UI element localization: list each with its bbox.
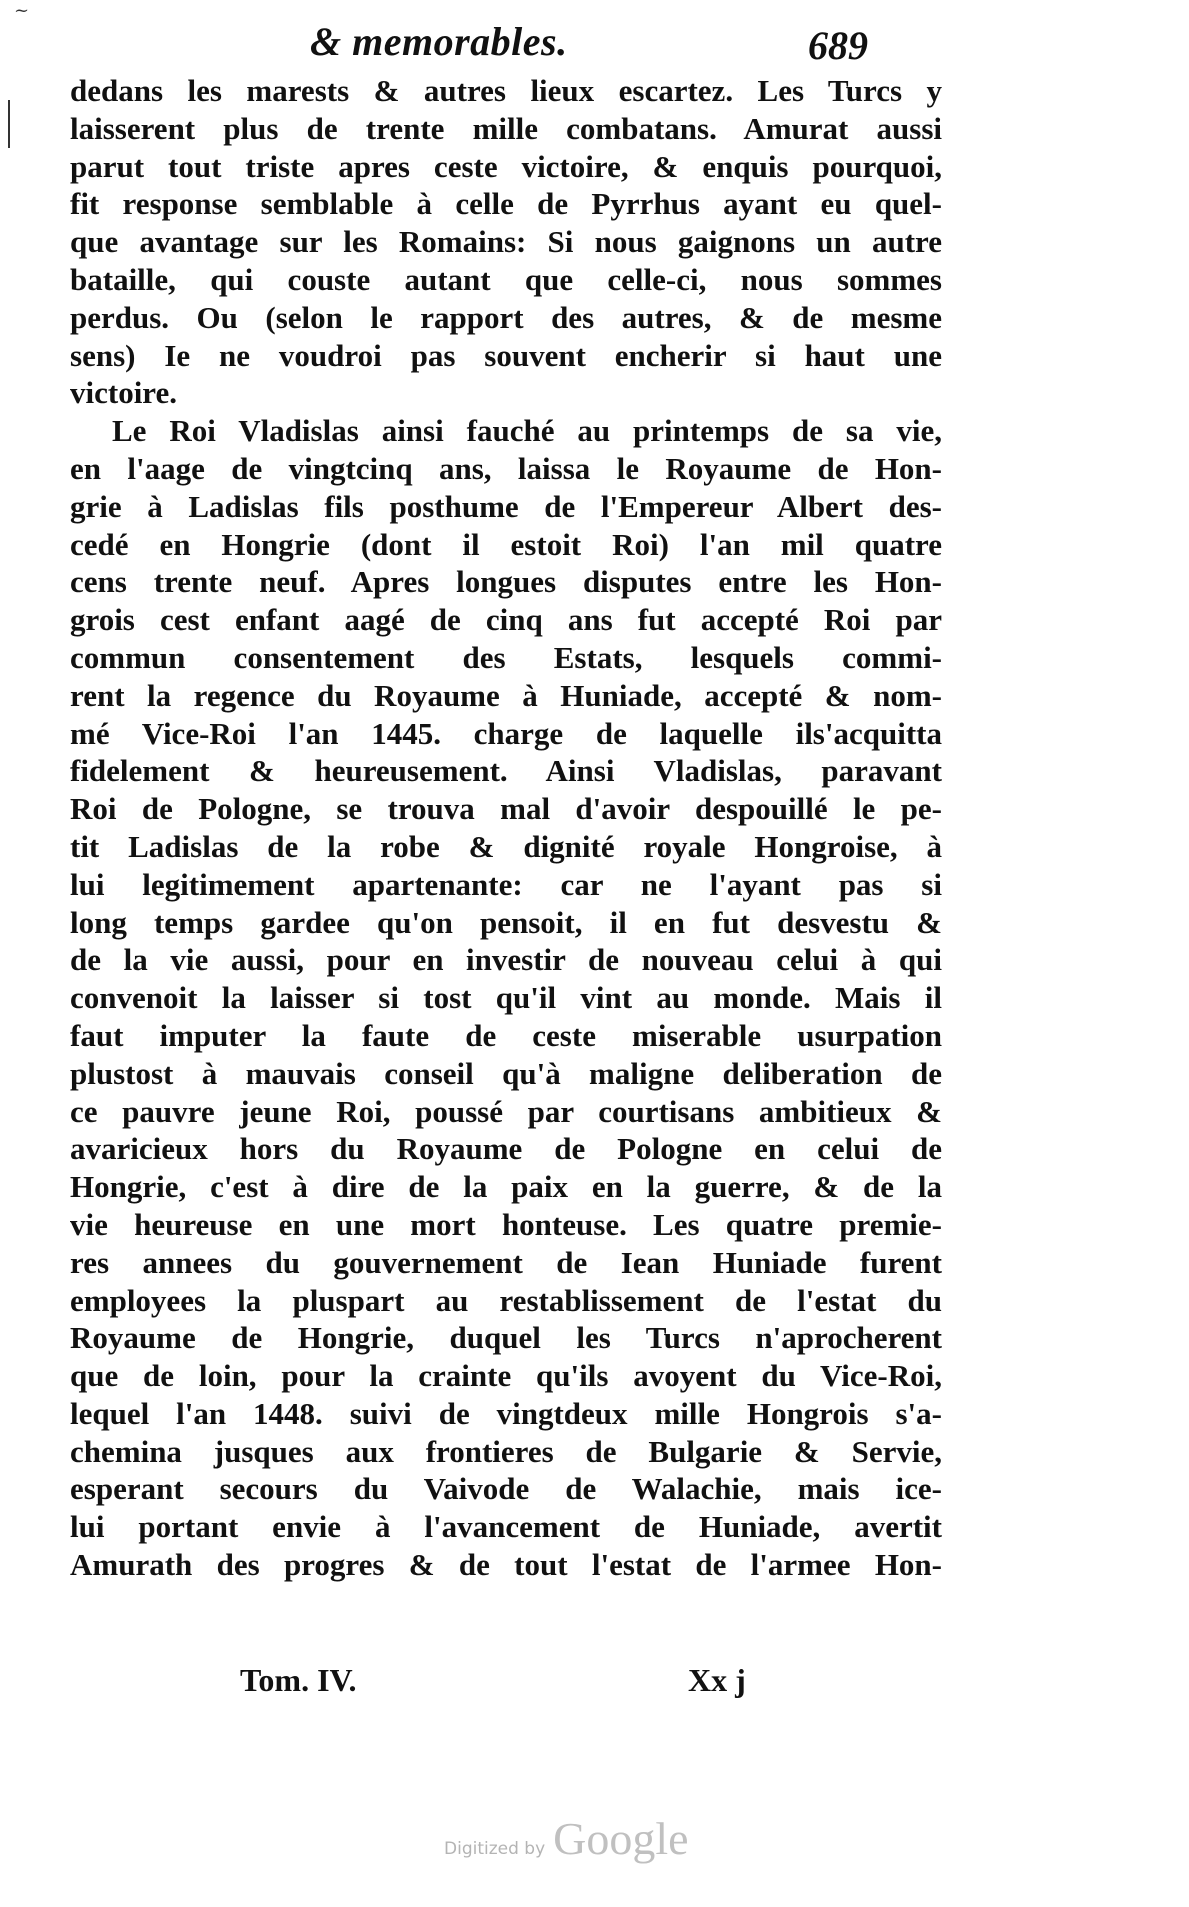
text-line: res annees du gouvernement de Iean Huniade furent	[70, 1244, 942, 1280]
text-line: bataille, qui couste autant que celle-ci, nous sommes	[70, 261, 942, 297]
text-line: que avantage sur les Romains: Si nous gaignons un autre	[70, 224, 942, 260]
text-line: fit response semblable à celle de Pyrrhus ayant eu quel-	[70, 186, 942, 222]
text-line: chemina jusques aux frontieres de Bulgarie & Servie,	[70, 1433, 942, 1469]
text-line: esperant secours du Vaivode de Walachie, mais ice-	[70, 1471, 942, 1507]
text-line: employees la pluspart au restablissement de l'estat du	[70, 1282, 942, 1318]
text-line: cedé en Hongrie (dont il estoit Roi) l'an mil quatre	[70, 526, 942, 562]
text-line: commun consentement des Estats, lesquels commi-	[70, 639, 942, 675]
digitized-watermark	[444, 1812, 689, 1865]
page-number: 689	[808, 23, 868, 68]
margin-ink-mark	[8, 100, 10, 148]
text-line: convenoit la laisser si tost qu'il vint au monde. Mais il	[70, 980, 942, 1016]
signature-mark: Tom. IV.	[240, 1662, 357, 1698]
digitized-by-label: Digitized by	[444, 1839, 546, 1859]
running-head: & memorables.	[310, 19, 568, 64]
text-line: fidelement & heureusement. Ainsi Vladislas, paravant	[70, 753, 942, 789]
text-line: long temps gardee qu'on pensoit, il en fut desvestu &	[70, 904, 942, 940]
text-line: ce pauvre jeune Roi, poussé par courtisans ambitieux &	[70, 1093, 942, 1129]
body-text	[70, 72, 942, 1584]
text-line: perdus. Ou (selon le rapport des autres, & de mesme	[70, 299, 942, 335]
google-logo: Google	[553, 1813, 689, 1864]
gathering-mark: Xx j	[688, 1662, 746, 1698]
corner-ink-mark: ~	[14, 0, 30, 21]
text-line: de la vie aussi, pour en investir de nouveau celui à qui	[70, 942, 942, 978]
text-line: victoire.	[70, 375, 178, 411]
text-line: vie heureuse en une mort honteuse. Les quatre premie-	[70, 1206, 942, 1242]
text-line: plustost à mauvais conseil qu'à maligne deliberation de	[70, 1055, 942, 1091]
text-line: lui legitimement apartenante: car ne l'ayant pas si	[70, 866, 942, 902]
text-line: grois cest enfant aagé de cinq ans fut accepté Roi par	[70, 602, 942, 638]
text-line: avaricieux hors du Royaume de Pologne en celui de	[70, 1131, 942, 1167]
text-line: Le Roi Vladislas ainsi fauché au printemps de sa vie,	[112, 413, 942, 449]
text-line: faut imputer la faute de ceste miserable usurpation	[70, 1017, 942, 1053]
text-line: Amurath des progres & de tout l'estat de l'armee Hon-	[70, 1547, 942, 1583]
text-line: lui portant envie à l'avancement de Huniade, avertit	[70, 1509, 942, 1545]
text-line: tit Ladislas de la robe & dignité royale Hongroise, à	[70, 828, 942, 864]
text-line: cens trente neuf. Apres longues disputes entre les Hon-	[70, 564, 942, 600]
text-line: laisserent plus de trente mille combatans. Amurat aussi	[70, 110, 942, 146]
text-line: Roi de Pologne, se trouva mal d'avoir despouillé le pe-	[70, 791, 942, 827]
text-line: que de loin, pour la crainte qu'ils avoyent du Vice-Roi,	[70, 1358, 942, 1394]
text-line: Royaume de Hongrie, duquel les Turcs n'aprocherent	[70, 1320, 942, 1356]
text-line: en l'aage de vingtcinq ans, laissa le Royaume de Hon-	[70, 450, 942, 486]
text-line: grie à Ladislas fils posthume de l'Empereur Albert des-	[70, 488, 942, 524]
text-line: parut tout triste apres ceste victoire, & enquis pourquoi,	[70, 148, 942, 184]
text-line: mé Vice-Roi l'an 1445. charge de laquelle ils'acquitta	[70, 715, 942, 751]
text-line: rent la regence du Royaume à Huniade, accepté & nom-	[70, 677, 942, 713]
text-line: sens) Ie ne voudroi pas souvent encherir si haut une	[70, 337, 942, 373]
text-line: lequel l'an 1448. suivi de vingtdeux mille Hongrois s'a-	[70, 1395, 942, 1431]
text-line: dedans les marests & autres lieux escartez. Les Turcs y	[70, 73, 942, 108]
text-line: Hongrie, c'est à dire de la paix en la guerre, & de la	[70, 1169, 942, 1205]
